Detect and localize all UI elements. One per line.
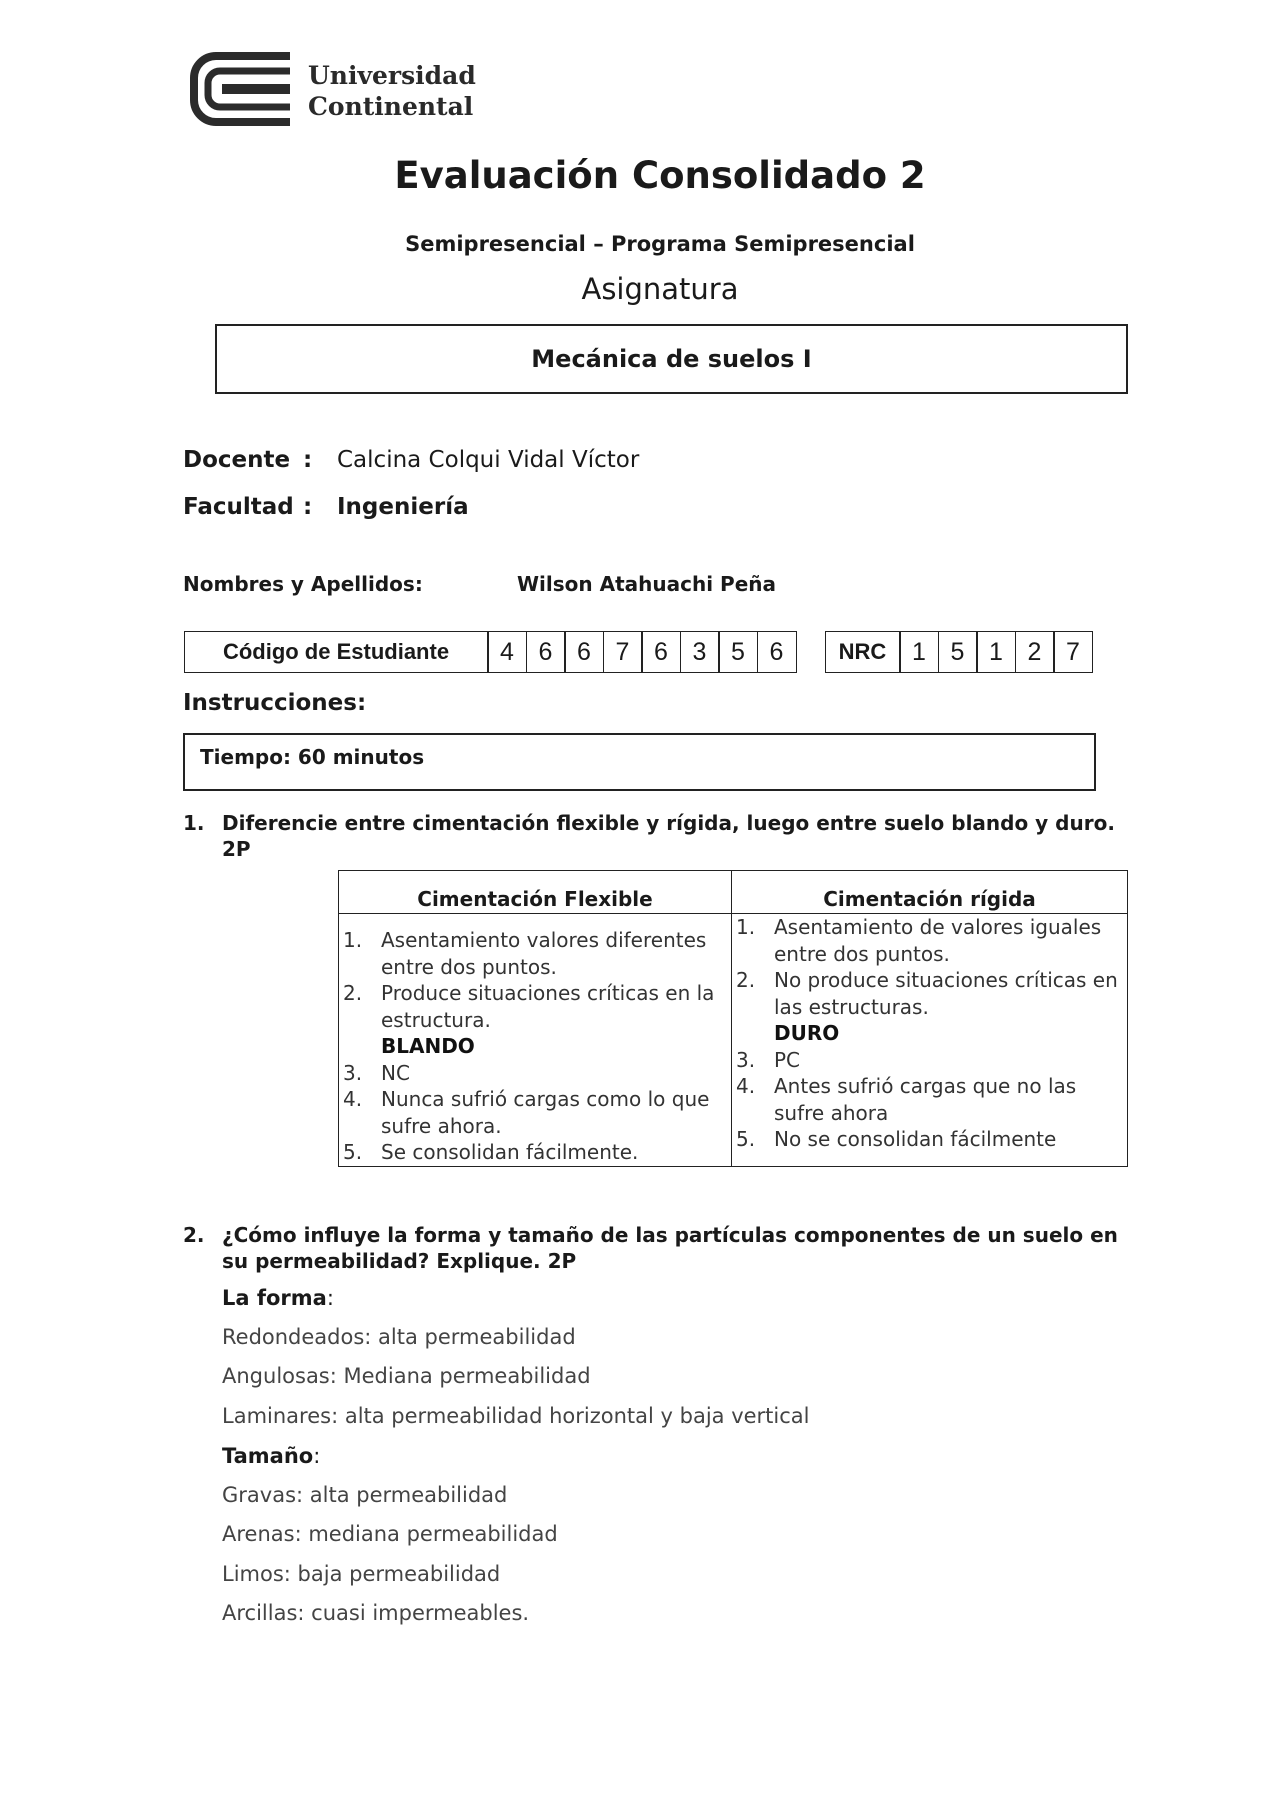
logo-line-1: Universidad: [308, 61, 476, 90]
nrc-digit: 5: [938, 631, 978, 673]
list-item: 2. Produce situaciones críticas en la estructura.: [343, 981, 715, 1032]
nrc-digit: 2: [1015, 631, 1055, 673]
soil-type-soft: BLANDO: [381, 1034, 475, 1058]
list-item: 3. PC: [736, 1047, 801, 1072]
page-title: Evaluación Consolidado 2: [394, 154, 926, 197]
asignatura-label: Asignatura: [581, 272, 739, 306]
facultad-value: Ingeniería: [337, 494, 469, 520]
list-item: 1. Asentamiento de valores iguales entre dos puntos.: [736, 915, 1102, 966]
list-item: 4. Antes sufrió cargas que no las sufre ahora: [736, 1074, 1077, 1125]
time-box: [183, 733, 1096, 791]
student-code-label: Código de Estudiante: [184, 631, 489, 673]
answer-line: Laminares: alta permeabilidad horizontal y baja vertical: [222, 1404, 810, 1428]
list-item: 5. Se consolidan fácilmente.: [343, 1140, 639, 1164]
answer-line: Arcillas: cuasi impermeables.: [222, 1601, 530, 1625]
facultad-colon: :: [303, 494, 313, 520]
answer-line: Arenas: mediana permeabilidad: [222, 1522, 558, 1546]
soil-type-hard: DURO: [774, 1021, 840, 1045]
comparison-table: [338, 870, 1128, 1167]
tamano-heading: Tamaño:: [222, 1444, 321, 1468]
question-text: Diferencie entre cimentación flexible y rígida, luego entre suelo blando y duro. 2P: [222, 811, 1115, 861]
question-text: ¿Cómo influye la forma y tamaño de las partículas componentes de un suelo en su permeabilidad? Explique. 2P: [222, 1223, 1118, 1273]
names-label: Nombres y Apellidos:: [183, 572, 423, 596]
docente-colon: :: [303, 447, 313, 473]
logo-wordmark: [308, 60, 476, 122]
student-code-digit: 5: [718, 631, 758, 673]
docente-label: Docente: [183, 447, 291, 473]
student-code-digit: 3: [680, 631, 720, 673]
nrc-digit: 1: [899, 631, 939, 673]
student-code-digit: 6: [564, 631, 604, 673]
list-item: 4. Nunca sufrió cargas como lo que sufre ahora.: [343, 1087, 710, 1138]
instructions-label: Instrucciones:: [183, 690, 367, 716]
flexible-cell: [339, 914, 732, 1167]
answer-line: Limos: baja permeabilidad: [222, 1562, 501, 1586]
logo-line-2: Continental: [308, 92, 474, 121]
nrc-digit: 1: [976, 631, 1016, 673]
names-value: Wilson Atahuachi Peña: [517, 572, 776, 596]
page-subtitle: Semipresencial – Programa Semipresencial: [405, 232, 915, 256]
answer-line: Gravas: alta permeabilidad: [222, 1483, 508, 1507]
course-name: Mecánica de suelos I: [531, 345, 812, 373]
student-code-digit: 4: [487, 631, 527, 673]
student-code-digit: 6: [526, 631, 566, 673]
student-code-digit: 7: [603, 631, 643, 673]
question-number: 2.: [183, 1223, 205, 1247]
docente-value: Calcina Colqui Vidal Víctor: [337, 447, 640, 473]
forma-heading: La forma:: [222, 1286, 334, 1310]
student-code-digit: 6: [757, 631, 797, 673]
nrc-digit: 7: [1053, 631, 1093, 673]
rigid-cell: [732, 914, 1128, 1167]
nrc-row: [826, 631, 1093, 673]
student-code-digit: 6: [641, 631, 681, 673]
course-name-box: [215, 324, 1128, 394]
list-item: 2. No produce situaciones críticas en las estructuras.: [736, 968, 1118, 1019]
university-logo: [190, 52, 292, 126]
list-item: 1. Asentamiento valores diferentes entre dos puntos.: [343, 928, 707, 979]
nrc-label: NRC: [825, 631, 901, 673]
facultad-label: Facultad: [183, 494, 294, 520]
table-header-flexible: Cimentación Flexible: [339, 871, 732, 914]
answer-line: Angulosas: Mediana permeabilidad: [222, 1364, 591, 1388]
table-header-rigid: Cimentación rígida: [732, 871, 1128, 914]
student-code-row: [185, 631, 797, 673]
question-number: 1.: [183, 811, 205, 835]
time-text: Tiempo: 60 minutos: [200, 745, 425, 769]
list-item: 5. No se consolidan fácilmente: [736, 1127, 1057, 1151]
list-item: 3. NC: [343, 1060, 410, 1085]
answer-line: Redondeados: alta permeabilidad: [222, 1325, 576, 1349]
logo-mark-icon: [190, 52, 292, 126]
